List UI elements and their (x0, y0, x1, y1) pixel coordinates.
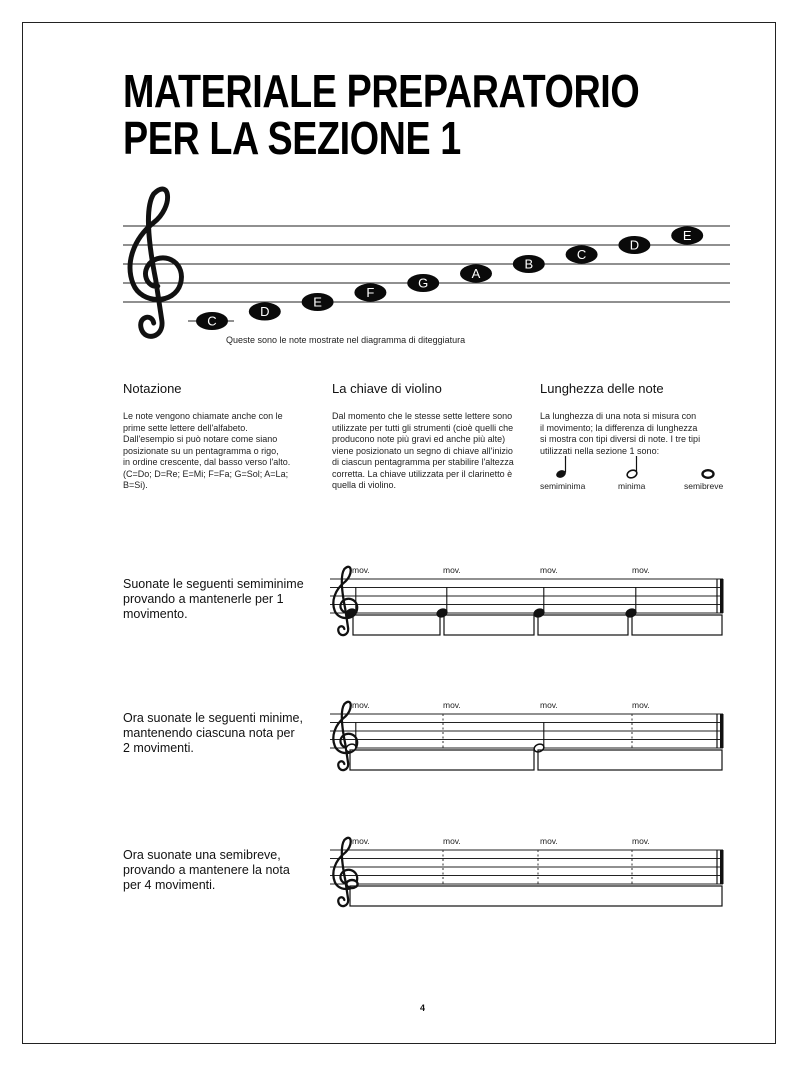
count-box (350, 750, 534, 770)
treble-clef-icon (130, 189, 181, 336)
note-letter: A (471, 266, 481, 281)
text-line: di ciascun pentagramma per stabilire l'altezza (332, 457, 514, 467)
beat-label: mov. (540, 565, 558, 575)
column-notazione (123, 381, 293, 492)
text-line: Ora suonate le seguenti minime, (123, 711, 303, 725)
final-barline-thick (720, 714, 724, 748)
final-barline-thick (720, 850, 724, 884)
beat-label: mov. (352, 836, 370, 846)
text-line: mantenendo ciascuna nota per (123, 726, 295, 740)
note-letter: D (629, 237, 640, 253)
note-head (533, 743, 545, 754)
column-heading: La chiave di violino (332, 381, 442, 396)
note-letter: F (366, 285, 375, 300)
text-line: utilizzati nella sezione 1 sono: (540, 445, 660, 456)
count-box (538, 615, 628, 635)
beat-label: mov. (443, 700, 461, 710)
note-head (533, 608, 545, 619)
column-heading: Lunghezza delle note (540, 381, 664, 396)
exercise-staff-quarter-notes (0, 555, 800, 645)
text-line: posizionate su un pentagramma o rigo, (123, 445, 279, 456)
note-letter: G (418, 275, 429, 291)
text-line: prime sette lettere dell'alfabeto. (123, 422, 248, 433)
count-box (632, 615, 722, 635)
beat-label: mov. (352, 700, 370, 710)
text-line: Suonate le seguenti semiminime (123, 577, 304, 591)
note-letter: E (682, 228, 692, 243)
text-line: il movimento; la differenza di lunghezza (540, 422, 698, 433)
beat-label: mov. (632, 700, 650, 710)
beat-label: mov. (443, 836, 461, 846)
beat-label: mov. (443, 565, 461, 575)
text-line: provando a mantenerle per 1 (123, 592, 284, 606)
text-line: si mostra con tipi diversi di note. I tre tipi (540, 434, 701, 444)
whole-note-icon (703, 470, 714, 478)
beat-label: mov. (540, 836, 558, 846)
text-line: in ordine crescente, dal basso verso l'alto. (123, 457, 291, 467)
count-box (350, 886, 722, 906)
column-lunghezza-note (540, 381, 740, 457)
column-chiave-di-violino (332, 381, 532, 492)
beat-label: mov. (352, 565, 370, 575)
text-line: Ora suonate una semibreve, (123, 848, 281, 862)
note-letter: C (207, 313, 217, 329)
count-box (444, 615, 534, 635)
text-line: quella di violino. (332, 480, 397, 490)
note-head (346, 880, 357, 888)
treble-clef-icon (333, 702, 357, 770)
count-box (538, 750, 722, 770)
text-line: Dal momento che le stesse sette lettere sono (332, 411, 513, 421)
quarter-note-icon (555, 456, 567, 479)
text-line: viene posizionato un segno di chiave all'inizio (332, 445, 513, 456)
count-box (353, 615, 440, 635)
beat-label: mov. (632, 836, 650, 846)
text-line: utilizzate per tutti gli strumenti (cioè quelli che (332, 422, 514, 433)
note-letter: B (524, 256, 534, 272)
duration-label: semiminima (540, 481, 586, 491)
text-line: Dall'esempio si può notare come siano (123, 434, 278, 444)
duration-label: semibreve (684, 481, 724, 491)
note-letter: D (260, 304, 270, 319)
exercise-staff-half-notes (0, 690, 800, 780)
half-note-icon (626, 456, 638, 479)
title-line-2: PER LA SEZIONE 1 (123, 112, 461, 164)
page-number: 4 (420, 1003, 426, 1013)
duration-label: minima (618, 481, 646, 491)
scale-staff (0, 0, 800, 360)
title-line-1: MATERIALE PREPARATORIO (123, 65, 640, 117)
text-line: producono note più gravi ed anche più alte) (332, 434, 506, 444)
note-letter: C (576, 247, 587, 262)
treble-clef-icon (333, 838, 357, 906)
exercise-staff-whole-note (0, 826, 800, 916)
text-line: La lunghezza di una nota si misura con (540, 411, 697, 421)
text-line: movimento. (123, 607, 188, 621)
column-heading: Notazione (123, 381, 182, 396)
text-line: B=Si). (123, 480, 148, 490)
beat-label: mov. (540, 700, 558, 710)
note-durations (530, 455, 750, 495)
text-line: (C=Do; D=Re; E=Mi; F=Fa; G=Sol; A=La; (123, 468, 289, 479)
staff-caption: Queste sono le note mostrate nel diagramma di diteggiatura (226, 335, 466, 345)
text-line: corretta. La chiave utilizzata per il clarinetto è (332, 468, 513, 479)
text-line: per 4 movimenti. (123, 878, 216, 892)
text-line: Le note vengono chiamate anche con le (123, 411, 283, 421)
text-line: 2 movimenti. (123, 741, 194, 755)
note-head (625, 608, 637, 619)
beat-label: mov. (632, 565, 650, 575)
final-barline-thick (720, 579, 724, 613)
note-letter: E (313, 294, 322, 310)
text-line: provando a mantenere la nota (123, 863, 290, 877)
note-head (436, 608, 448, 619)
